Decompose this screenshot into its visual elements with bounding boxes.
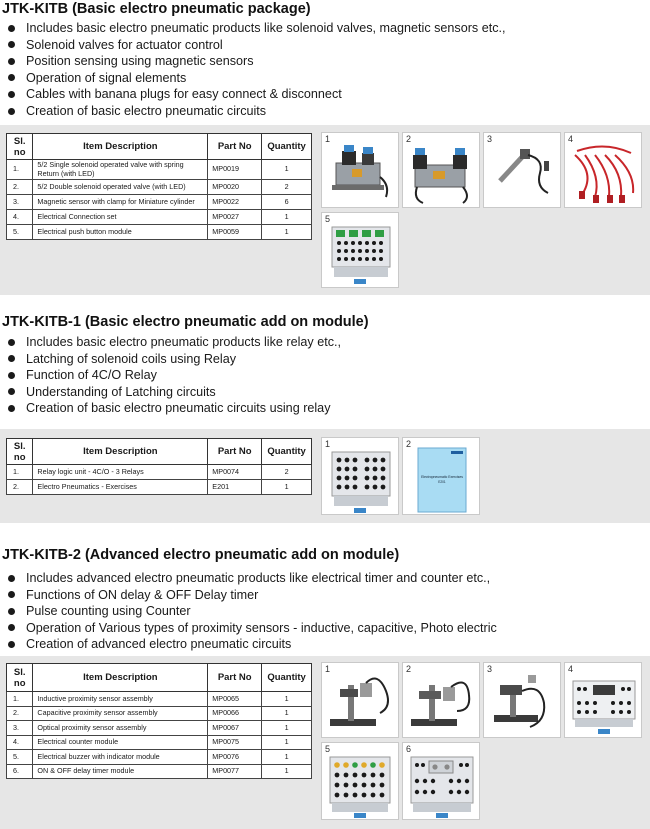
section-title: JTK-KITB-1 (Basic electro pneumatic add on module) [2,314,369,330]
bullet-icon [8,388,15,395]
parts-table [6,133,312,240]
product-image-capacitive-sensor: 2 [402,662,480,738]
parts-table [6,438,312,495]
feature-item: Includes basic electro pneumatic products like relay etc., [8,334,341,351]
table-row: 1. Inductive proximity sensor assembly MP0065 1 [7,692,312,707]
module-icon [403,743,480,820]
bullet-icon [8,591,15,598]
bullet-icon [8,58,15,65]
table-row: 2. Electro Pneumatics - Exercises E201 1 [7,480,312,495]
product-image-inductive-sensor: 1 [321,662,399,738]
table-row: 4. Electrical Connection set MP0027 1 [7,210,312,225]
feature-list [8,570,497,653]
col-description: Item Description [33,664,208,692]
col-sl: Sl. no [7,134,33,160]
feature-item: Creation of basic electro pneumatic circuits [8,103,506,120]
table-row: 4. Electrical counter module MP0075 1 [7,735,312,750]
bullet-icon [8,372,15,379]
table-row: 3. Magnetic sensor with clamp for Miniature cylinder MP0022 6 [7,195,312,210]
feature-item: Creation of advanced electro pneumatic circuits [8,636,497,653]
sensor-icon [484,133,561,208]
product-image-timer-module: 6 [402,742,480,820]
table-row: 1. 5/2 Single solenoid operated valve with spring Return (with LED) MP0019 1 [7,160,312,180]
bullet-icon [8,25,15,32]
product-image-counter-module: 4 [564,662,642,738]
bullet-icon [8,575,15,582]
feature-item: Creation of basic electro pneumatic circuits using relay [8,400,341,417]
feature-item: Solenoid valves for actuator control [8,37,506,54]
parts-table [6,663,312,779]
col-quantity: Quantity [262,664,312,692]
proximity-sensor-icon [322,663,399,738]
proximity-sensor-icon [403,663,480,738]
bullet-icon [8,355,15,362]
table-row: 5. Electrical buzzer with indicator module MP0076 1 [7,750,312,765]
bullet-icon [8,608,15,615]
feature-item: Function of 4C/O Relay [8,367,341,384]
feature-item: Operation of signal elements [8,70,506,87]
table-row: 2. 5/2 Double solenoid operated valve (with LED) MP0020 2 [7,180,312,195]
product-band-kitb [0,125,650,295]
module-icon [322,743,399,820]
bullet-icon [8,405,15,412]
book-code: E201 [438,480,446,484]
table-row: 5. Electrical push button module MP0059 1 [7,225,312,240]
feature-item: Includes basic electro pneumatic products like solenoid valves, magnetic sensors etc., [8,20,506,37]
product-image-solenoid-valve-single: 1 [321,132,399,208]
feature-item: Functions of ON delay & OFF Delay timer [8,587,497,604]
bullet-icon [8,41,15,48]
col-sl: Sl. no [7,439,33,465]
feature-item: Pulse counting using Counter [8,603,497,620]
feature-item: Includes advanced electro pneumatic products like electrical timer and counter etc., [8,570,497,587]
module-icon [322,213,399,288]
product-image-relay-module: 1 [321,437,399,515]
table-row: 2. Capacitive proximity sensor assembly MP0066 1 [7,706,312,721]
bullet-icon [8,641,15,648]
table-row: 6. ON & OFF delay timer module MP0077 1 [7,764,312,779]
product-image-optical-sensor: 3 [483,662,561,738]
feature-item: Operation of Various types of proximity sensors - inductive, capacitive, Photo electric [8,620,497,637]
module-icon [565,663,642,738]
col-description: Item Description [33,439,208,465]
bullet-icon [8,624,15,631]
product-image-push-button-module: 5 [321,212,399,288]
proximity-sensor-icon [484,663,561,738]
bullet-icon [8,108,15,115]
solenoid-valve-icon [403,133,480,208]
cable-icon [565,133,642,208]
section-title: JTK-KITB (Basic electro pneumatic package) [2,1,311,17]
bullet-icon [8,74,15,81]
product-image-buzzer-module: 5 [321,742,399,820]
feature-list [8,334,341,417]
product-band-kitb-2 [0,656,650,829]
bullet-icon [8,339,15,346]
col-quantity: Quantity [262,134,312,160]
product-image-cable-set: 4 [564,132,642,208]
feature-item: Understanding of Latching circuits [8,384,341,401]
product-image-exercise-book: 2 Electropneumatic Exercises E201 [402,437,480,515]
feature-item: Position sensing using magnetic sensors [8,53,506,70]
col-quantity: Quantity [262,439,312,465]
product-image-solenoid-valve-double: 2 [402,132,480,208]
feature-list [8,20,506,120]
solenoid-valve-icon [322,133,399,208]
table-row: 3. Optical proximity sensor assembly MP0067 1 [7,721,312,736]
product-band-kitb-1 [0,429,650,523]
section-title: JTK-KITB-2 (Advanced electro pneumatic add on module) [2,547,400,563]
book-title: Electropneumatic Exercises [421,475,463,479]
table-row: 1. Relay logic unit - 4C/O - 3 Relays MP0074 2 [7,465,312,480]
product-image-magnetic-sensor: 3 [483,132,561,208]
col-sl: Sl. no [7,664,33,692]
feature-item: Latching of solenoid coils using Relay [8,351,341,368]
col-part-no: Part No [208,664,262,692]
col-part-no: Part No [208,134,262,160]
book-icon [403,438,480,515]
feature-item: Cables with banana plugs for easy connect & disconnect [8,86,506,103]
col-part-no: Part No [208,439,262,465]
col-description: Item Description [33,134,208,160]
bullet-icon [8,91,15,98]
module-icon [322,438,399,515]
